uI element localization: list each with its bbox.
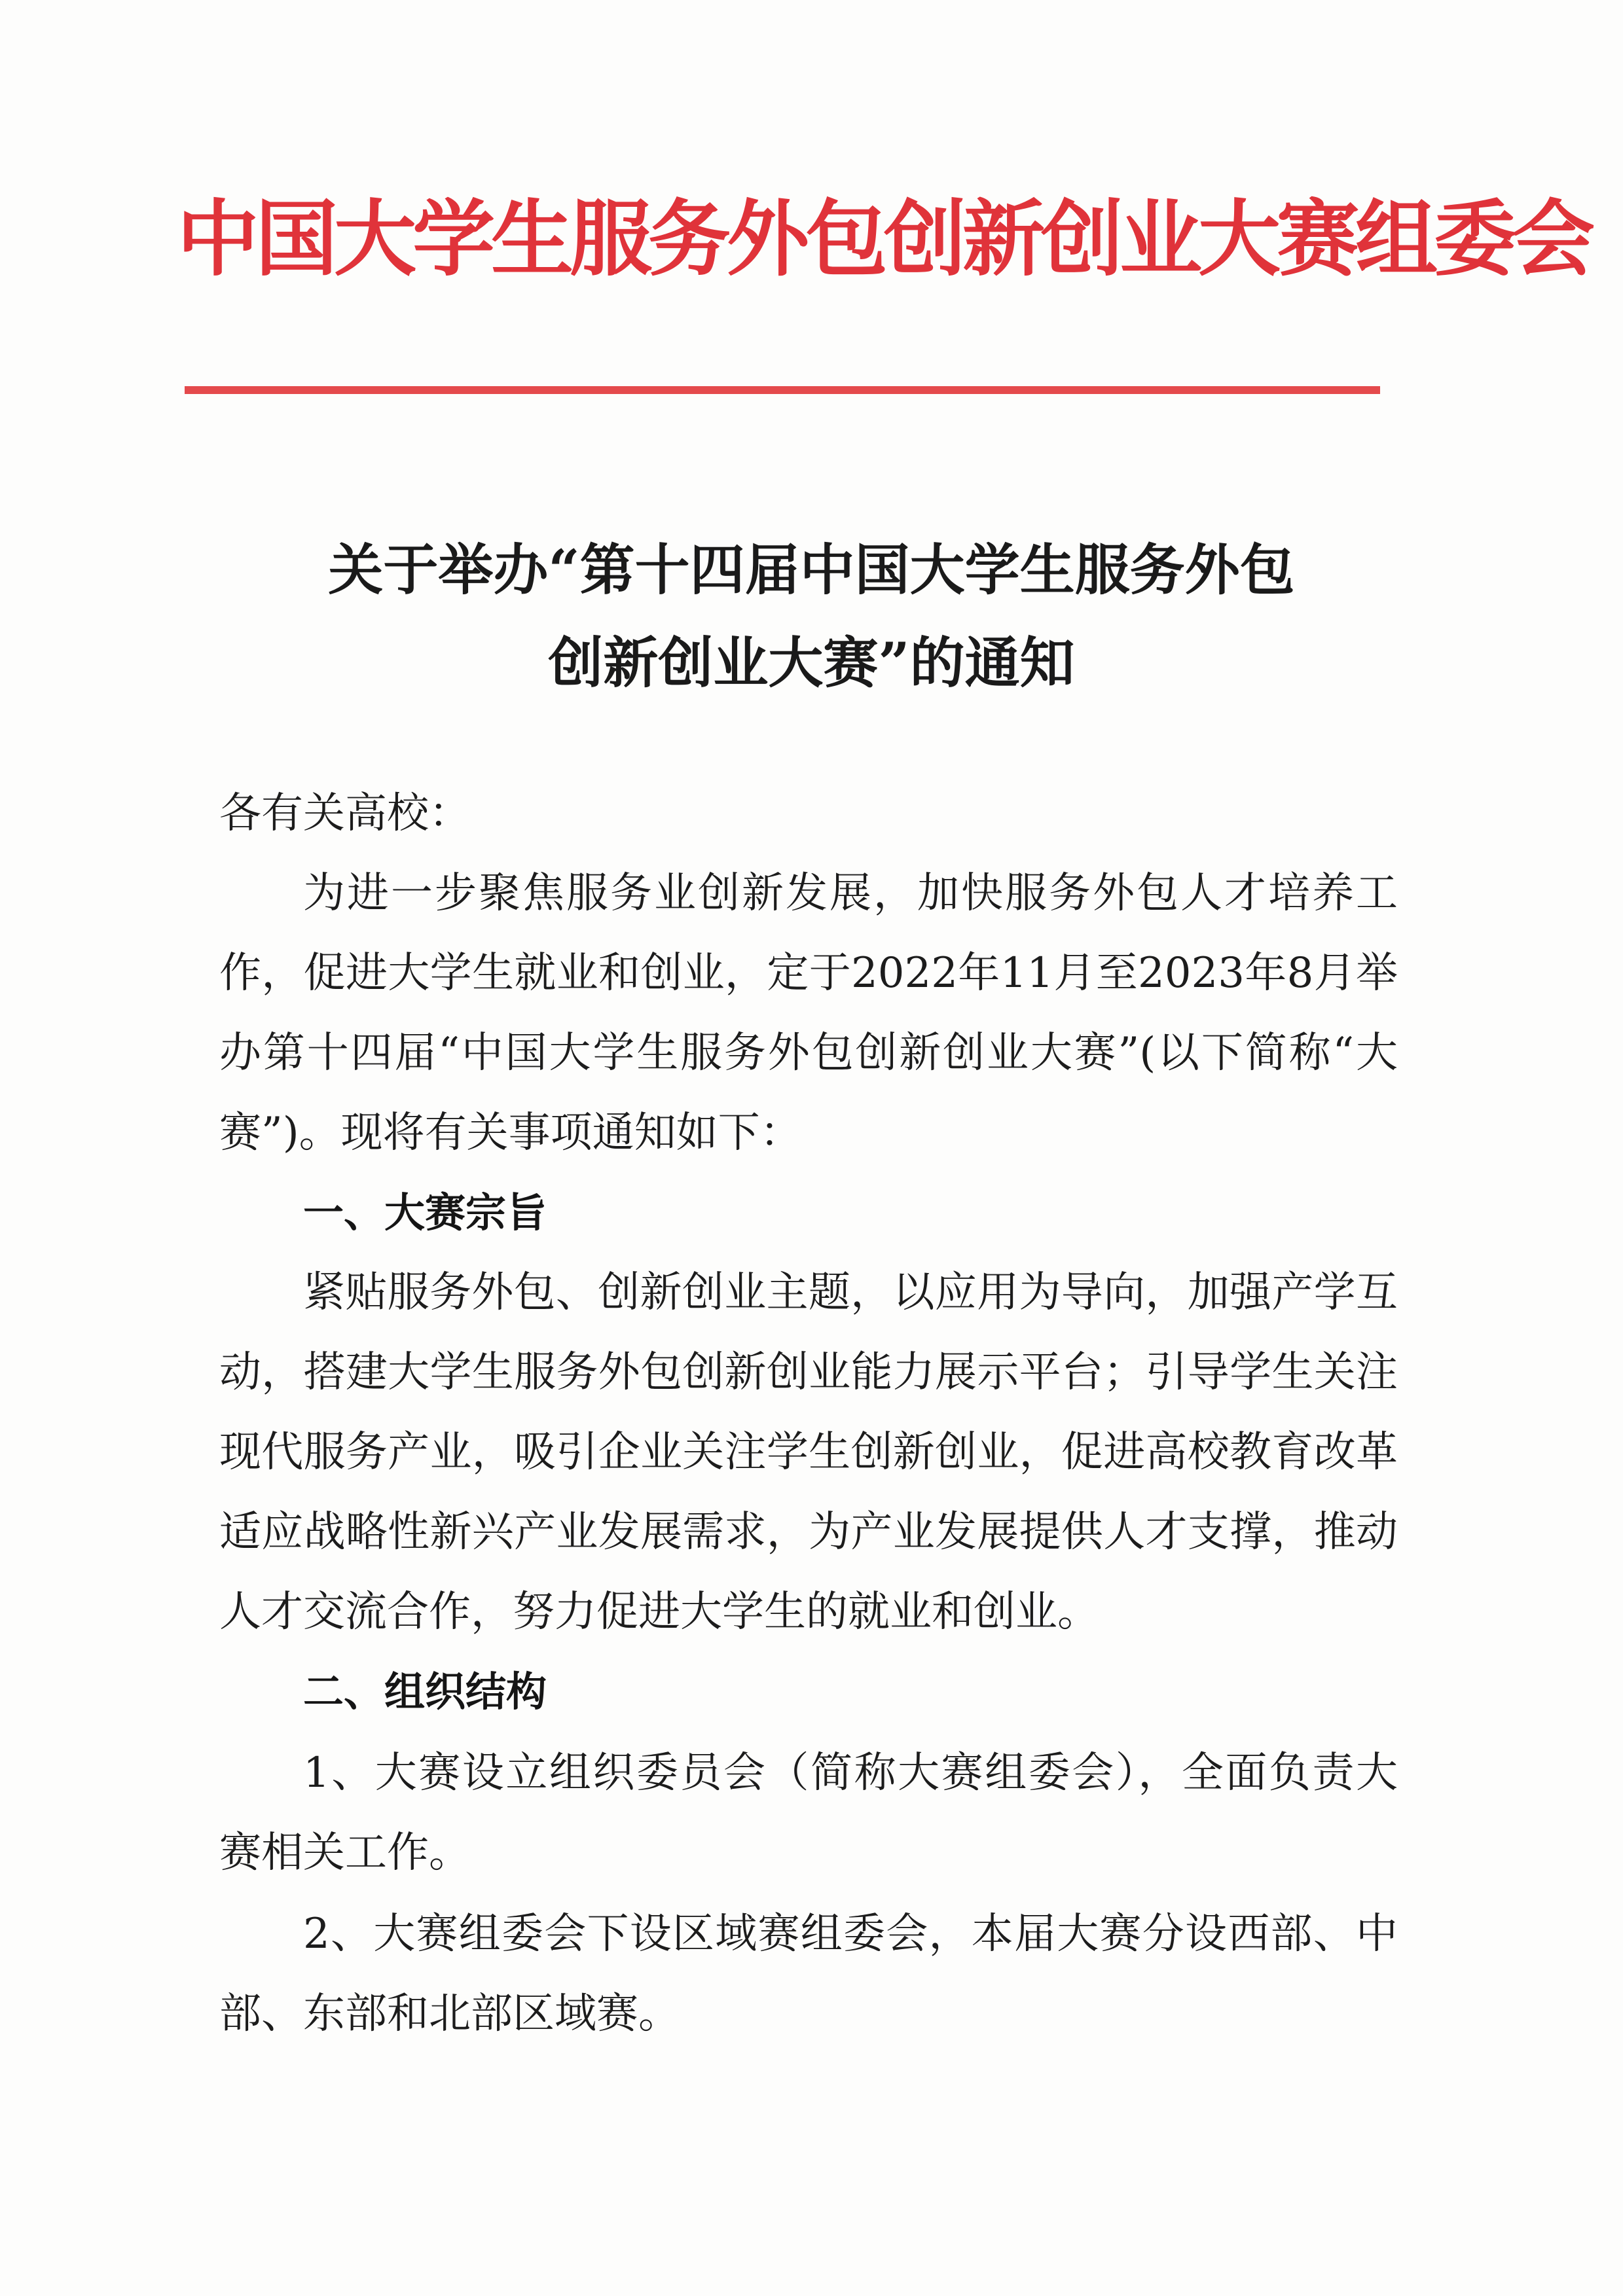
document-title <box>196 524 1427 709</box>
section-2-item-2: 2、大赛组委会下设区域赛组委会，本届大赛分设西部、中部、东部和北部区域赛。 <box>219 1910 1398 2038</box>
salutation: 各有关高校： <box>219 789 471 838</box>
section-2-heading: 二、组织结构 <box>303 1668 547 1715</box>
section-2-item-1: 1、大赛设立组织委员会（简称大赛组委会），全面负责大赛相关工作。 <box>219 1749 1398 1877</box>
section-1-heading: 一、大赛宗旨 <box>303 1189 547 1236</box>
issuing-organization-header: 中国大学生服务外包创新创业大赛组委会 <box>177 190 1591 287</box>
intro-paragraph: 为进一步聚焦服务业创新发展，加快服务外包人才培养工作，促进大学生就业和创业，定于2022年11月至2023年8月举办第十四届“中国大学生服务外包创新创业大赛”(以下简称“大赛”)。现将有关事项通知如下： <box>219 869 1398 1157</box>
red-header-divider <box>185 386 1380 394</box>
document-title-line-2: 创新创业大赛”的通知 <box>548 630 1075 695</box>
document-body <box>219 774 1398 2054</box>
section-1-paragraph: 紧贴服务外包、创新创业主题，以应用为导向，加强产学互动，搭建大学生服务外包创新创业能力展示平台；引导学生关注现代服务产业，吸引企业关注学生创新创业，促进高校教育改革适应战略性新兴产业发展需求，为产业发展提供人才支撑，推动人才交流合作，努力促进大学生的就业和创业。 <box>219 1268 1398 1636</box>
document-title-line-1: 关于举办“第十四届中国大学生服务外包 <box>328 537 1295 602</box>
